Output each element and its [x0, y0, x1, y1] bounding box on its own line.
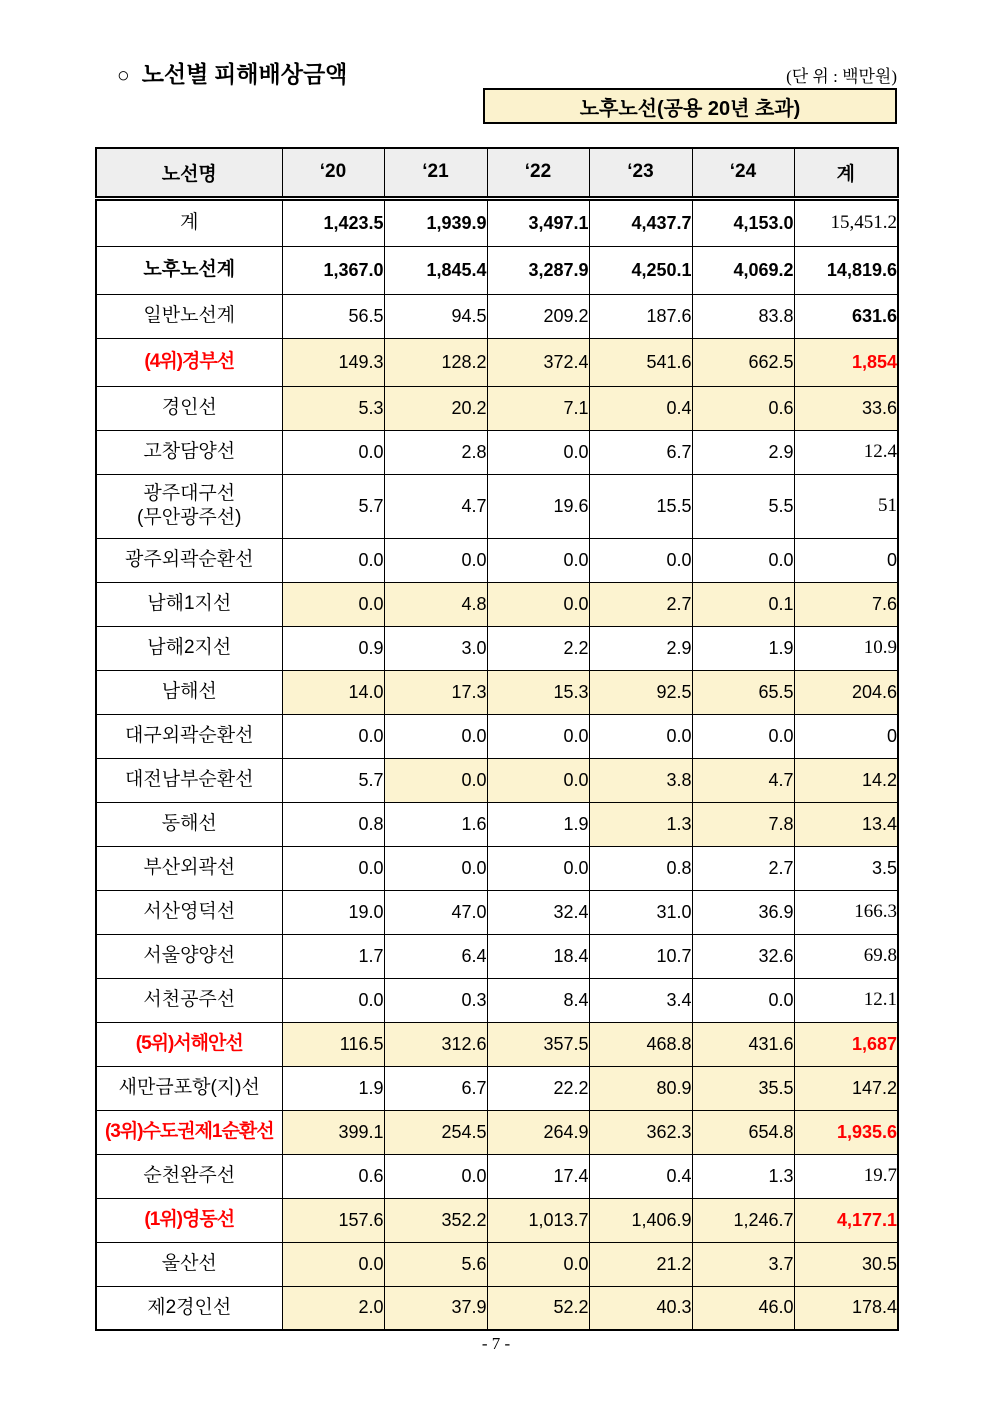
- value-cell: 37.9: [384, 1286, 487, 1330]
- header-cell-year-24: ‘24: [692, 148, 794, 198]
- row-label: 대전남부순환선: [96, 758, 282, 802]
- total-cell: 631.6: [794, 294, 898, 338]
- value-cell: 35.5: [692, 1066, 794, 1110]
- value-cell: 3.8: [589, 758, 692, 802]
- value-cell: 0.6: [282, 1154, 384, 1198]
- table-row: [96, 294, 898, 338]
- row-label: (3위)수도권제1순환선: [96, 1110, 282, 1154]
- value-cell: 1.3: [692, 1154, 794, 1198]
- value-cell: 3.4: [589, 978, 692, 1022]
- table-row: [96, 978, 898, 1022]
- row-label: 경인선: [96, 386, 282, 430]
- value-cell: 0.1: [692, 582, 794, 626]
- value-cell: 0.0: [282, 978, 384, 1022]
- table-row: [96, 1198, 898, 1242]
- value-cell: 4,437.7: [589, 198, 692, 246]
- row-label: (4위)경부선: [96, 338, 282, 386]
- value-cell: 399.1: [282, 1110, 384, 1154]
- value-cell: 2.9: [589, 626, 692, 670]
- value-cell: 352.2: [384, 1198, 487, 1242]
- total-cell: 33.6: [794, 386, 898, 430]
- value-cell: 6.7: [589, 430, 692, 474]
- value-cell: 14.0: [282, 670, 384, 714]
- value-cell: 0.0: [487, 714, 589, 758]
- value-cell: 21.2: [589, 1242, 692, 1286]
- value-cell: 19.0: [282, 890, 384, 934]
- table-row: [96, 538, 898, 582]
- value-cell: 0.0: [589, 538, 692, 582]
- value-cell: 1.9: [692, 626, 794, 670]
- total-cell: 0: [794, 538, 898, 582]
- unit-note: (단 위 : 백만원): [786, 67, 897, 86]
- value-cell: 80.9: [589, 1066, 692, 1110]
- total-cell: 13.4: [794, 802, 898, 846]
- total-cell: 14.2: [794, 758, 898, 802]
- total-cell: 10.9: [794, 626, 898, 670]
- value-cell: 0.0: [487, 582, 589, 626]
- value-cell: 3.0: [384, 626, 487, 670]
- value-cell: 10.7: [589, 934, 692, 978]
- table-row: [96, 934, 898, 978]
- total-cell: 12.4: [794, 430, 898, 474]
- page-title: [117, 56, 347, 89]
- value-cell: 2.8: [384, 430, 487, 474]
- value-cell: 46.0: [692, 1286, 794, 1330]
- total-cell: 178.4: [794, 1286, 898, 1330]
- value-cell: 468.8: [589, 1022, 692, 1066]
- total-cell: 1,935.6: [794, 1110, 898, 1154]
- table-body: [96, 198, 898, 1330]
- row-label: 제2경인선: [96, 1286, 282, 1330]
- value-cell: 1,246.7: [692, 1198, 794, 1242]
- total-cell: 14,819.6: [794, 246, 898, 294]
- value-cell: 92.5: [589, 670, 692, 714]
- value-cell: 1.9: [487, 802, 589, 846]
- table-row: [96, 1286, 898, 1330]
- total-cell: 15,451.2: [794, 198, 898, 246]
- row-label: 남해2지선: [96, 626, 282, 670]
- table-row: [96, 1110, 898, 1154]
- row-label: 울산선: [96, 1242, 282, 1286]
- value-cell: 47.0: [384, 890, 487, 934]
- table-header: [96, 148, 898, 198]
- row-label: 남해선: [96, 670, 282, 714]
- header-cell-year-22: ‘22: [487, 148, 589, 198]
- value-cell: 20.2: [384, 386, 487, 430]
- total-cell: 1,687: [794, 1022, 898, 1066]
- value-cell: 52.2: [487, 1286, 589, 1330]
- value-cell: 83.8: [692, 294, 794, 338]
- row-label: 광주대구선 (무안광주선): [96, 474, 282, 538]
- table-row: [96, 474, 898, 538]
- value-cell: 209.2: [487, 294, 589, 338]
- header-cell-line-name: 노선명: [96, 148, 282, 198]
- value-cell: 32.6: [692, 934, 794, 978]
- table-row: [96, 846, 898, 890]
- table-row: [96, 338, 898, 386]
- table-row: [96, 198, 898, 246]
- value-cell: 94.5: [384, 294, 487, 338]
- value-cell: 1.7: [282, 934, 384, 978]
- value-cell: 3.7: [692, 1242, 794, 1286]
- value-cell: 0.0: [384, 758, 487, 802]
- value-cell: 654.8: [692, 1110, 794, 1154]
- value-cell: 0.4: [589, 1154, 692, 1198]
- value-cell: 254.5: [384, 1110, 487, 1154]
- page-title-text: 노선별 피해배상금액: [141, 62, 348, 87]
- row-label: 새만금포항(지)선: [96, 1066, 282, 1110]
- value-cell: 0.0: [487, 538, 589, 582]
- value-cell: 0.0: [487, 1242, 589, 1286]
- value-cell: 56.5: [282, 294, 384, 338]
- value-cell: 2.9: [692, 430, 794, 474]
- row-label: 서천공주선: [96, 978, 282, 1022]
- total-cell: 51: [794, 474, 898, 538]
- value-cell: 0.0: [282, 714, 384, 758]
- value-cell: 15.3: [487, 670, 589, 714]
- value-cell: 0.0: [384, 1154, 487, 1198]
- value-cell: 31.0: [589, 890, 692, 934]
- value-cell: 18.4: [487, 934, 589, 978]
- value-cell: 5.5: [692, 474, 794, 538]
- value-cell: 4.7: [692, 758, 794, 802]
- header-cell-year-21: ‘21: [384, 148, 487, 198]
- value-cell: 0.0: [384, 538, 487, 582]
- value-cell: 1,406.9: [589, 1198, 692, 1242]
- total-cell: 3.5: [794, 846, 898, 890]
- value-cell: 0.6: [692, 386, 794, 430]
- value-cell: 1,423.5: [282, 198, 384, 246]
- row-label: (5위)서해안선: [96, 1022, 282, 1066]
- header-cell-year-23: ‘23: [589, 148, 692, 198]
- value-cell: 4.7: [384, 474, 487, 538]
- value-cell: 0.0: [487, 758, 589, 802]
- value-cell: 0.8: [589, 846, 692, 890]
- value-cell: 0.9: [282, 626, 384, 670]
- row-label: 고창담양선: [96, 430, 282, 474]
- table-row: [96, 714, 898, 758]
- value-cell: 662.5: [692, 338, 794, 386]
- value-cell: 5.3: [282, 386, 384, 430]
- table-row: [96, 626, 898, 670]
- value-cell: 4,069.2: [692, 246, 794, 294]
- table-row: [96, 758, 898, 802]
- value-cell: 431.6: [692, 1022, 794, 1066]
- value-cell: 1,939.9: [384, 198, 487, 246]
- value-cell: 5.7: [282, 474, 384, 538]
- total-cell: 7.6: [794, 582, 898, 626]
- value-cell: 0.0: [692, 538, 794, 582]
- value-cell: 2.0: [282, 1286, 384, 1330]
- table-row: [96, 386, 898, 430]
- table-row: [96, 1242, 898, 1286]
- value-cell: 2.2: [487, 626, 589, 670]
- value-cell: 32.4: [487, 890, 589, 934]
- table-row: [96, 670, 898, 714]
- value-cell: 157.6: [282, 1198, 384, 1242]
- total-cell: 204.6: [794, 670, 898, 714]
- value-cell: 40.3: [589, 1286, 692, 1330]
- value-cell: 1.3: [589, 802, 692, 846]
- circle-bullet-icon: ○: [117, 63, 130, 87]
- value-cell: 362.3: [589, 1110, 692, 1154]
- value-cell: 0.0: [589, 714, 692, 758]
- value-cell: 1,845.4: [384, 246, 487, 294]
- value-cell: 264.9: [487, 1110, 589, 1154]
- value-cell: 0.8: [282, 802, 384, 846]
- table-row: [96, 582, 898, 626]
- damages-table: [95, 147, 899, 1331]
- value-cell: 0.0: [282, 582, 384, 626]
- value-cell: 7.1: [487, 386, 589, 430]
- row-label: 남해1지선: [96, 582, 282, 626]
- value-cell: 1,367.0: [282, 246, 384, 294]
- value-cell: 0.0: [487, 846, 589, 890]
- value-cell: 0.0: [692, 978, 794, 1022]
- value-cell: 0.0: [692, 714, 794, 758]
- value-cell: 0.3: [384, 978, 487, 1022]
- value-cell: 0.4: [589, 386, 692, 430]
- total-cell: 0: [794, 714, 898, 758]
- value-cell: 0.0: [384, 714, 487, 758]
- table-header-row: [96, 148, 898, 198]
- value-cell: 3,287.9: [487, 246, 589, 294]
- value-cell: 0.0: [282, 538, 384, 582]
- total-cell: 147.2: [794, 1066, 898, 1110]
- value-cell: 36.9: [692, 890, 794, 934]
- value-cell: 4,250.1: [589, 246, 692, 294]
- value-cell: 17.4: [487, 1154, 589, 1198]
- value-cell: 149.3: [282, 338, 384, 386]
- table-row: [96, 1066, 898, 1110]
- value-cell: 0.0: [384, 846, 487, 890]
- value-cell: 5.7: [282, 758, 384, 802]
- value-cell: 1.6: [384, 802, 487, 846]
- header-cell-year-20: ‘20: [282, 148, 384, 198]
- value-cell: 372.4: [487, 338, 589, 386]
- row-label: 동해선: [96, 802, 282, 846]
- value-cell: 6.4: [384, 934, 487, 978]
- value-cell: 5.6: [384, 1242, 487, 1286]
- table-row: [96, 246, 898, 294]
- row-label: 광주외곽순환선: [96, 538, 282, 582]
- total-cell: 30.5: [794, 1242, 898, 1286]
- row-label: 노후노선계: [96, 246, 282, 294]
- row-label: 서울양양선: [96, 934, 282, 978]
- value-cell: 65.5: [692, 670, 794, 714]
- row-label: 계: [96, 198, 282, 246]
- value-cell: 1.9: [282, 1066, 384, 1110]
- value-cell: 7.8: [692, 802, 794, 846]
- value-cell: 357.5: [487, 1022, 589, 1066]
- row-label: 대구외곽순환선: [96, 714, 282, 758]
- table-row: [96, 802, 898, 846]
- value-cell: 17.3: [384, 670, 487, 714]
- value-cell: 116.5: [282, 1022, 384, 1066]
- value-cell: 4.8: [384, 582, 487, 626]
- value-cell: 2.7: [692, 846, 794, 890]
- value-cell: 15.5: [589, 474, 692, 538]
- value-cell: 0.0: [282, 1242, 384, 1286]
- table-row: [96, 1022, 898, 1066]
- table-row: [96, 1154, 898, 1198]
- total-cell: 1,854: [794, 338, 898, 386]
- value-cell: 0.0: [282, 846, 384, 890]
- value-cell: 0.0: [487, 430, 589, 474]
- total-cell: 166.3: [794, 890, 898, 934]
- row-label: 순천완주선: [96, 1154, 282, 1198]
- table-row: [96, 890, 898, 934]
- total-cell: 69.8: [794, 934, 898, 978]
- value-cell: 3,497.1: [487, 198, 589, 246]
- value-cell: 312.6: [384, 1022, 487, 1066]
- value-cell: 1,013.7: [487, 1198, 589, 1242]
- value-cell: 187.6: [589, 294, 692, 338]
- page-number: - 7 -: [481, 1334, 511, 1353]
- value-cell: 2.7: [589, 582, 692, 626]
- row-label: 일반노선계: [96, 294, 282, 338]
- value-cell: 19.6: [487, 474, 589, 538]
- table-row: [96, 430, 898, 474]
- value-cell: 541.6: [589, 338, 692, 386]
- value-cell: 4,153.0: [692, 198, 794, 246]
- total-cell: 12.1: [794, 978, 898, 1022]
- value-cell: 0.0: [282, 430, 384, 474]
- value-cell: 6.7: [384, 1066, 487, 1110]
- header-cell-total: 계: [794, 148, 898, 198]
- value-cell: 8.4: [487, 978, 589, 1022]
- aged-line-legend-banner: 노후노선(공용 20년 초과): [483, 88, 897, 124]
- row-label: (1위)영동선: [96, 1198, 282, 1242]
- value-cell: 128.2: [384, 338, 487, 386]
- row-label: 부산외곽선: [96, 846, 282, 890]
- value-cell: 22.2: [487, 1066, 589, 1110]
- total-cell: 4,177.1: [794, 1198, 898, 1242]
- row-label: 서산영덕선: [96, 890, 282, 934]
- total-cell: 19.7: [794, 1154, 898, 1198]
